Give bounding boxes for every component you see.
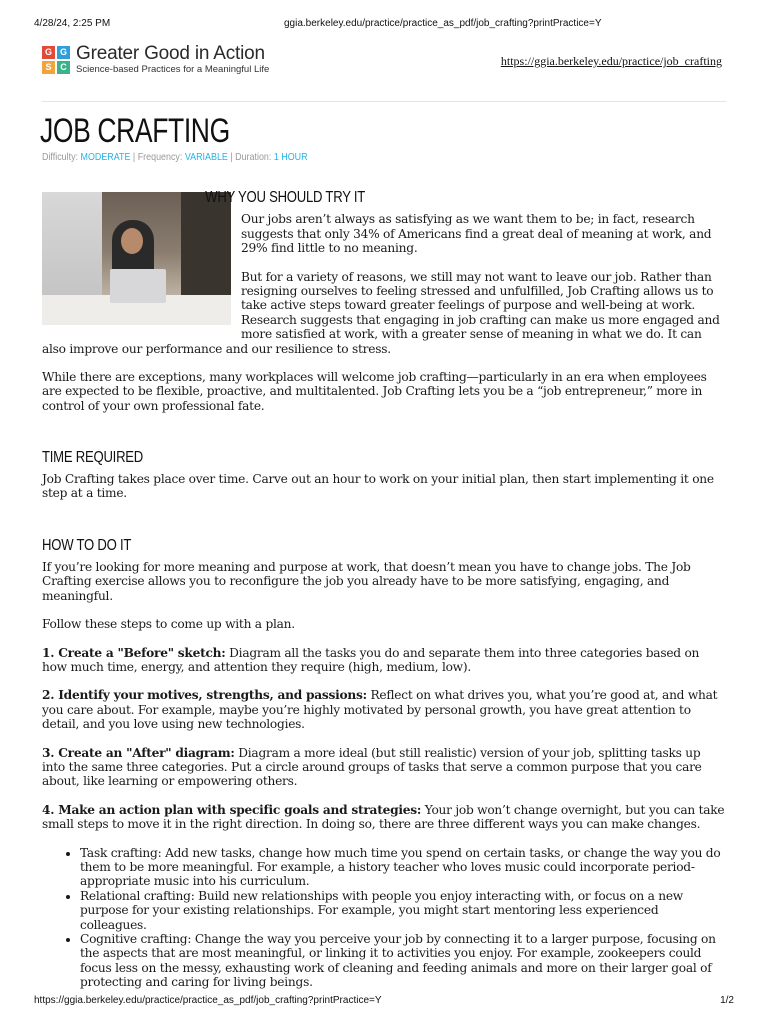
step-label: 1. Create a "Before" sketch: — [42, 645, 226, 660]
step-text: Your job won’t change overnight, but you can take small steps to move it in the right direction. In doing so, there are three different ways you can make changes. — [42, 802, 725, 832]
step-text: Reflect on what drives you, what you’re good at, and what you care about. For example, maybe you’re highly motivated by personal growth, you have great attention to detail, and you love using new technologies. — [42, 688, 718, 732]
crafting-list — [42, 846, 726, 990]
how-intro: If you’re looking for more meaning and purpose at work, that doesn’t mean you have to change jobs. The Job Crafting exercise allows you to reconfigure the job you already have to be more satisfying, engaging, and meaningful. — [42, 559, 691, 603]
practice-url-link[interactable]: https://ggia.berkeley.edu/practice/job_crafting — [500, 54, 722, 68]
list-item: • Task crafting: Add new tasks, change how much time you spend on certain tasks, or change the way you do them to be more meaningful. For example, a history teacher who loves music could incorporate period-appropriate music into his curriculum. — [80, 846, 726, 889]
step-label: 2. Identify your motives, strengths, and passions: — [42, 688, 367, 703]
article-body — [42, 190, 726, 990]
step-label: 3. Create an "After" diagram: — [42, 745, 235, 760]
step-item — [42, 646, 726, 675]
why-paragraph: While there are exceptions, many workplaces will welcome job crafting—particularly in an era when employees are expected to be flexible, proactive, and multitalented. Job Crafting lets you be a “job entrepreneur,” more in control of your own professional fate. — [42, 370, 707, 413]
how-follow: Follow these steps to come up with a plan. — [42, 617, 295, 632]
duration-value: 1 HOUR — [273, 151, 308, 163]
step-text: Diagram a more ideal (but still realistic) version of your job, splitting tasks up into the same three categories. Put a circle around groups of tasks that serve a common purpose that you care about, like learning or empowering others. — [42, 745, 702, 789]
print-url: ggia.berkeley.edu/practice/practice_as_pdf/job_crafting?printPractice=Y — [284, 18, 602, 29]
logo-subtitle: Science-based Practices for a Meaningful Life — [76, 64, 270, 75]
print-footer — [34, 995, 734, 1006]
frequency-label: | Frequency: — [130, 151, 185, 163]
difficulty-label: Difficulty: — [42, 151, 81, 163]
frequency-value: VARIABLE — [184, 151, 228, 163]
ggsc-logo-icon — [42, 46, 70, 74]
how-heading: HOW TO DO IT — [42, 536, 132, 554]
time-paragraph: Job Crafting takes place over time. Carve out an hour to work on your initial plan, then start implementing it one step at a time. — [42, 471, 714, 501]
logo-title: Greater Good in Action — [76, 43, 265, 64]
list-item: • Relational crafting: Build new relationships with people you enjoy interacting with, or focus on a new purpose for your existing relationships. For example, you might start mentoring less experienced colleagues. — [80, 889, 726, 932]
page-title: JOB CRAFTING — [40, 112, 230, 150]
step-label: 4. Make an action plan with specific goals and strategies: — [42, 802, 422, 817]
print-date: 4/28/24, 2:25 PM — [34, 18, 111, 29]
difficulty-value: MODERATE — [80, 151, 131, 163]
why-paragraph: But for a variety of reasons, we still may not want to leave our job. Rather than resigning ourselves to feeling stressed and unfulfilled, Job Crafting allows us to take active steps toward greater feelings of purpose and well-being at work. Research suggests that engaging in job crafting can make us more engaged and more satisfied at work, with a greater sense of meaning in what we do. It can also improve our performance and our resilience to stress. — [42, 269, 720, 356]
step-item — [42, 688, 726, 731]
logo-letter: S — [42, 61, 55, 74]
logo-letter: G — [42, 46, 55, 59]
step-item — [42, 746, 726, 789]
page-number: 1/2 — [720, 995, 734, 1006]
step-item — [42, 803, 726, 832]
why-paragraph: Our jobs aren’t always as satisfying as we want them to be; in fact, research suggests that only 34% of Americans find a great deal of meaning at work, and 29% find little to no meaning. — [241, 212, 712, 256]
duration-label: | Duration: — [227, 151, 274, 163]
step-text: Diagram all the tasks you do and separate them into three categories based on how much time, energy, and attention they require (high, medium, low). — [42, 645, 700, 674]
woman-at-laptop-photo — [42, 192, 231, 325]
time-heading: TIME REQUIRED — [42, 449, 144, 467]
footer-url: https://ggia.berkeley.edu/practice/practice_as_pdf/job_crafting?printPractice=Y — [34, 995, 382, 1006]
list-item: • Cognitive crafting: Change the way you perceive your job by connecting it to a larger purpose, focusing on the aspects that are most meaningful, or linking it to activities you enjoy. For example, zookeepers could focus less on the messy, exhausting work of cleaning and feeding animals and more on their larger goal of protecting and caring for living beings. — [80, 932, 726, 990]
logo-letter: C — [57, 61, 70, 74]
practice-meta — [42, 151, 308, 163]
why-heading: WHY YOU SHOULD TRY IT — [205, 189, 366, 206]
site-logo[interactable] — [42, 44, 269, 75]
header-divider — [42, 101, 726, 102]
logo-letter: G — [57, 46, 70, 59]
